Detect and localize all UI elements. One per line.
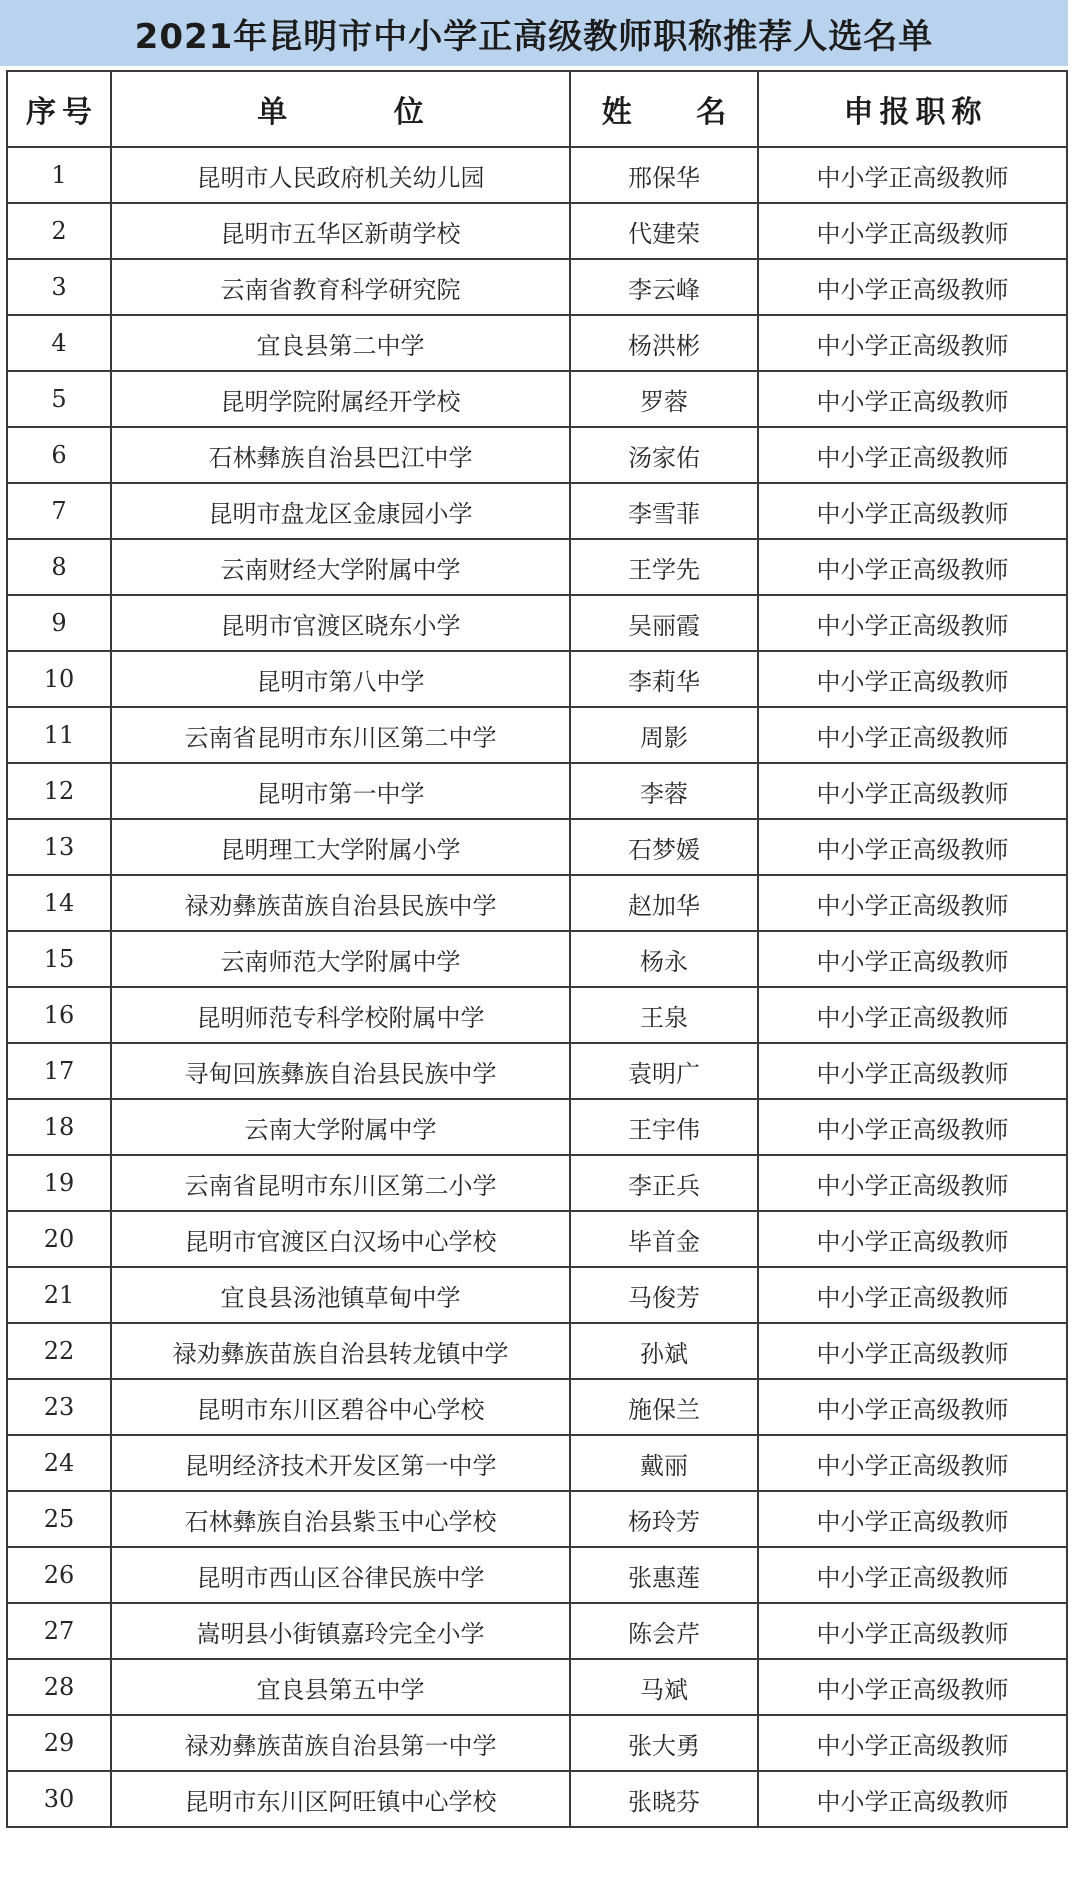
- cell-name: 汤家佑: [570, 427, 758, 483]
- cell-number: 22: [7, 1323, 111, 1379]
- table-row: [7, 1267, 1067, 1323]
- cell-name: 马俊芳: [570, 1267, 758, 1323]
- table-row: [7, 1659, 1067, 1715]
- cell-title: 中小学正高级教师: [758, 1659, 1067, 1715]
- cell-name: 周影: [570, 707, 758, 763]
- header-unit: 单 位: [111, 71, 570, 147]
- cell-unit: 禄劝彝族苗族自治县第一中学: [111, 1715, 570, 1771]
- cell-name: 王学先: [570, 539, 758, 595]
- candidate-table-wrapper: [6, 70, 1066, 1828]
- cell-title: 中小学正高级教师: [758, 1435, 1067, 1491]
- cell-title: 中小学正高级教师: [758, 819, 1067, 875]
- header-row: [7, 71, 1067, 147]
- cell-title: 中小学正高级教师: [758, 1099, 1067, 1155]
- cell-title: 中小学正高级教师: [758, 763, 1067, 819]
- cell-title: 中小学正高级教师: [758, 875, 1067, 931]
- cell-unit: 石林彝族自治县巴江中学: [111, 427, 570, 483]
- cell-title: 中小学正高级教师: [758, 147, 1067, 203]
- table-row: [7, 1771, 1067, 1827]
- cell-unit: 禄劝彝族苗族自治县转龙镇中学: [111, 1323, 570, 1379]
- cell-number: 18: [7, 1099, 111, 1155]
- cell-title: 中小学正高级教师: [758, 1155, 1067, 1211]
- cell-number: 10: [7, 651, 111, 707]
- cell-name: 马斌: [570, 1659, 758, 1715]
- table-row: [7, 1435, 1067, 1491]
- cell-title: 中小学正高级教师: [758, 1547, 1067, 1603]
- cell-title: 中小学正高级教师: [758, 427, 1067, 483]
- header-name: 姓 名: [570, 71, 758, 147]
- cell-unit: 云南省昆明市东川区第二中学: [111, 707, 570, 763]
- cell-unit: 昆明市人民政府机关幼儿园: [111, 147, 570, 203]
- cell-number: 5: [7, 371, 111, 427]
- cell-name: 石梦媛: [570, 819, 758, 875]
- table-row: [7, 1603, 1067, 1659]
- cell-name: 张惠莲: [570, 1547, 758, 1603]
- cell-name: 代建荣: [570, 203, 758, 259]
- cell-unit: 宜良县第二中学: [111, 315, 570, 371]
- cell-number: 9: [7, 595, 111, 651]
- cell-unit: 昆明理工大学附属小学: [111, 819, 570, 875]
- cell-number: 16: [7, 987, 111, 1043]
- cell-unit: 云南省昆明市东川区第二小学: [111, 1155, 570, 1211]
- candidate-table: [6, 70, 1068, 1828]
- cell-number: 11: [7, 707, 111, 763]
- cell-name: 张大勇: [570, 1715, 758, 1771]
- table-row: [7, 987, 1067, 1043]
- cell-name: 施保兰: [570, 1379, 758, 1435]
- table-row: [7, 203, 1067, 259]
- cell-number: 14: [7, 875, 111, 931]
- cell-title: 中小学正高级教师: [758, 259, 1067, 315]
- cell-number: 13: [7, 819, 111, 875]
- table-row: [7, 763, 1067, 819]
- cell-title: 中小学正高级教师: [758, 1323, 1067, 1379]
- cell-unit: 云南大学附属中学: [111, 1099, 570, 1155]
- table-row: [7, 1715, 1067, 1771]
- cell-name: 张晓芬: [570, 1771, 758, 1827]
- cell-title: 中小学正高级教师: [758, 1771, 1067, 1827]
- cell-title: 中小学正高级教师: [758, 1603, 1067, 1659]
- cell-title: 中小学正高级教师: [758, 595, 1067, 651]
- table-row: [7, 1043, 1067, 1099]
- cell-number: 3: [7, 259, 111, 315]
- cell-unit: 宜良县第五中学: [111, 1659, 570, 1715]
- cell-unit: 昆明市东川区碧谷中心学校: [111, 1379, 570, 1435]
- cell-title: 中小学正高级教师: [758, 203, 1067, 259]
- table-row: [7, 539, 1067, 595]
- cell-name: 吴丽霞: [570, 595, 758, 651]
- cell-title: 中小学正高级教师: [758, 1043, 1067, 1099]
- table-row: [7, 427, 1067, 483]
- cell-number: 7: [7, 483, 111, 539]
- table-row: [7, 1491, 1067, 1547]
- cell-name: 袁明广: [570, 1043, 758, 1099]
- cell-number: 28: [7, 1659, 111, 1715]
- table-row: [7, 483, 1067, 539]
- cell-title: 中小学正高级教师: [758, 371, 1067, 427]
- cell-title: 中小学正高级教师: [758, 987, 1067, 1043]
- cell-name: 杨洪彬: [570, 315, 758, 371]
- cell-unit: 昆明经济技术开发区第一中学: [111, 1435, 570, 1491]
- cell-unit: 石林彝族自治县紫玉中心学校: [111, 1491, 570, 1547]
- cell-unit: 嵩明县小街镇嘉玲完全小学: [111, 1603, 570, 1659]
- cell-name: 李蓉: [570, 763, 758, 819]
- table-row: [7, 1323, 1067, 1379]
- cell-number: 19: [7, 1155, 111, 1211]
- table-row: [7, 707, 1067, 763]
- cell-unit: 昆明市盘龙区金康园小学: [111, 483, 570, 539]
- cell-title: 中小学正高级教师: [758, 1379, 1067, 1435]
- cell-unit: 昆明市西山区谷律民族中学: [111, 1547, 570, 1603]
- table-row: [7, 595, 1067, 651]
- cell-unit: 寻甸回族彝族自治县民族中学: [111, 1043, 570, 1099]
- table-row: [7, 1211, 1067, 1267]
- cell-number: 29: [7, 1715, 111, 1771]
- cell-title: 中小学正高级教师: [758, 1491, 1067, 1547]
- cell-name: 李莉华: [570, 651, 758, 707]
- table-row: [7, 1099, 1067, 1155]
- cell-title: 中小学正高级教师: [758, 483, 1067, 539]
- cell-title: 中小学正高级教师: [758, 315, 1067, 371]
- cell-number: 4: [7, 315, 111, 371]
- cell-unit: 昆明师范专科学校附属中学: [111, 987, 570, 1043]
- cell-number: 27: [7, 1603, 111, 1659]
- cell-name: 李雪菲: [570, 483, 758, 539]
- cell-unit: 昆明市五华区新萌学校: [111, 203, 570, 259]
- cell-unit: 昆明市东川区阿旺镇中心学校: [111, 1771, 570, 1827]
- table-body: [7, 147, 1067, 1827]
- cell-name: 邢保华: [570, 147, 758, 203]
- cell-number: 2: [7, 203, 111, 259]
- cell-name: 李正兵: [570, 1155, 758, 1211]
- cell-title: 中小学正高级教师: [758, 707, 1067, 763]
- cell-number: 24: [7, 1435, 111, 1491]
- cell-name: 陈会芹: [570, 1603, 758, 1659]
- cell-name: 毕首金: [570, 1211, 758, 1267]
- cell-name: 孙斌: [570, 1323, 758, 1379]
- header-title: 申报职称: [758, 71, 1067, 147]
- cell-number: 20: [7, 1211, 111, 1267]
- table-row: [7, 371, 1067, 427]
- table-row: [7, 1155, 1067, 1211]
- table-row: [7, 875, 1067, 931]
- cell-unit: 昆明市第八中学: [111, 651, 570, 707]
- table-row: [7, 651, 1067, 707]
- table-row: [7, 315, 1067, 371]
- cell-unit: 昆明学院附属经开学校: [111, 371, 570, 427]
- cell-number: 30: [7, 1771, 111, 1827]
- cell-number: 8: [7, 539, 111, 595]
- cell-unit: 宜良县汤池镇草甸中学: [111, 1267, 570, 1323]
- cell-number: 21: [7, 1267, 111, 1323]
- cell-name: 杨永: [570, 931, 758, 987]
- table-row: [7, 1379, 1067, 1435]
- cell-number: 26: [7, 1547, 111, 1603]
- table-row: [7, 931, 1067, 987]
- cell-name: 王泉: [570, 987, 758, 1043]
- cell-unit: 云南省教育科学研究院: [111, 259, 570, 315]
- cell-name: 罗蓉: [570, 371, 758, 427]
- header-number: 序号: [7, 71, 111, 147]
- cell-title: 中小学正高级教师: [758, 651, 1067, 707]
- cell-title: 中小学正高级教师: [758, 931, 1067, 987]
- cell-title: 中小学正高级教师: [758, 1211, 1067, 1267]
- document-title: 2021年昆明市中小学正高级教师职称推荐人选名单: [0, 0, 1068, 66]
- cell-number: 25: [7, 1491, 111, 1547]
- table-row: [7, 819, 1067, 875]
- cell-name: 王宇伟: [570, 1099, 758, 1155]
- cell-unit: 昆明市第一中学: [111, 763, 570, 819]
- cell-unit: 云南财经大学附属中学: [111, 539, 570, 595]
- table-row: [7, 1547, 1067, 1603]
- cell-title: 中小学正高级教师: [758, 1267, 1067, 1323]
- table-row: [7, 259, 1067, 315]
- cell-unit: 禄劝彝族苗族自治县民族中学: [111, 875, 570, 931]
- cell-name: 李云峰: [570, 259, 758, 315]
- cell-number: 1: [7, 147, 111, 203]
- cell-unit: 云南师范大学附属中学: [111, 931, 570, 987]
- cell-number: 23: [7, 1379, 111, 1435]
- cell-name: 赵加华: [570, 875, 758, 931]
- cell-title: 中小学正高级教师: [758, 1715, 1067, 1771]
- cell-title: 中小学正高级教师: [758, 539, 1067, 595]
- cell-unit: 昆明市官渡区晓东小学: [111, 595, 570, 651]
- table-header: [7, 71, 1067, 147]
- cell-name: 杨玲芳: [570, 1491, 758, 1547]
- cell-number: 6: [7, 427, 111, 483]
- cell-number: 12: [7, 763, 111, 819]
- cell-unit: 昆明市官渡区白汉场中心学校: [111, 1211, 570, 1267]
- cell-name: 戴丽: [570, 1435, 758, 1491]
- cell-number: 15: [7, 931, 111, 987]
- cell-number: 17: [7, 1043, 111, 1099]
- table-row: [7, 147, 1067, 203]
